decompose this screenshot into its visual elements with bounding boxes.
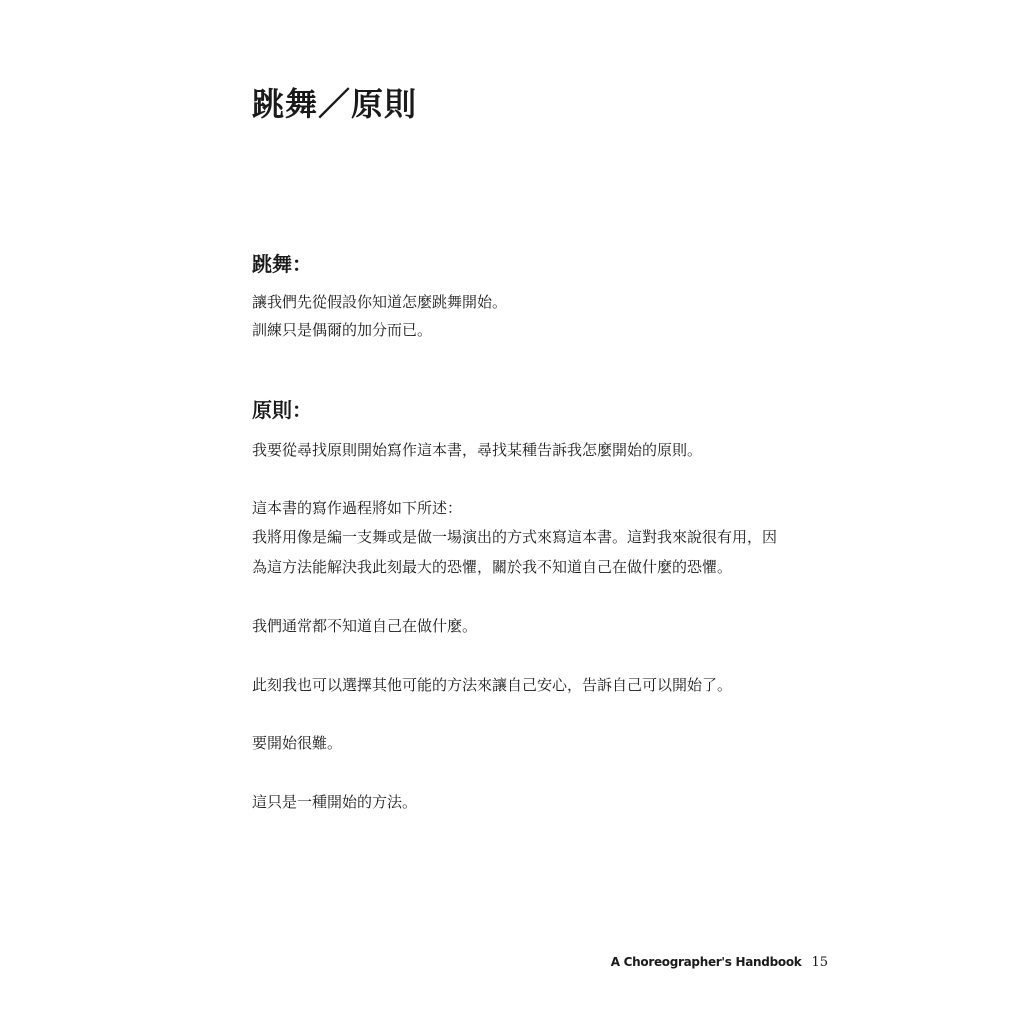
page-number: 15 — [811, 955, 828, 970]
paragraph-line: 這只是一種開始的方法。 — [252, 793, 418, 811]
page-title: 跳舞／原則 — [252, 85, 418, 123]
paragraph-line: 此刻我也可以選擇其他可能的方法來讓自己安心，告訴自己可以開始了。 — [252, 676, 733, 694]
paragraph-line: 這本書的寫作過程將如下所述： — [252, 499, 463, 517]
section-heading-dance: 跳舞： — [252, 252, 312, 276]
paragraph-line: 我要從尋找原則開始寫作這本書，尋找某種告訴我怎麼開始的原則。 — [252, 441, 703, 459]
footer-book-title: A Choreographer's Handbook — [610, 955, 802, 969]
section-heading-principle: 原則： — [252, 398, 312, 422]
paragraph-line: 為這方法能解決我此刻最大的恐懼，關於我不知道自己在做什麼的恐懼。 — [252, 558, 733, 576]
paragraph-line: 我們通常都不知道自己在做什麼。 — [252, 617, 478, 635]
paragraph-line: 要開始很難。 — [252, 734, 343, 752]
paragraph-line: 我將用像是編一支舞或是做一場演出的方式來寫這本書。這對我來說很有用，因 — [252, 528, 778, 546]
paragraph-line: 訓練只是偶爾的加分而已。 — [252, 321, 433, 339]
paragraph-line: 讓我們先從假設你知道怎麼跳舞開始。 — [252, 293, 508, 311]
page-footer — [611, 955, 828, 970]
